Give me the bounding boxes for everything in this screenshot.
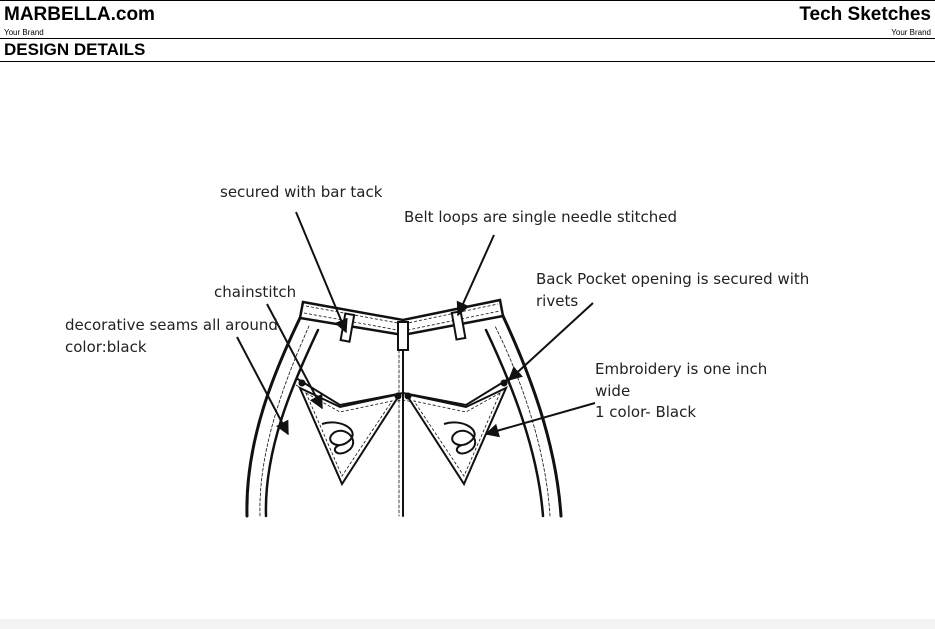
brand-subtitle-left: Your Brand (4, 28, 44, 37)
brand-subtitle-right: Your Brand (891, 28, 931, 37)
callout-back-pocket-line1: Back Pocket opening is secured with (536, 270, 810, 288)
brand-name: MARBELLA.com (4, 4, 155, 25)
section-header (0, 39, 935, 62)
callout-embroidery-line3: 1 color- Black (595, 403, 697, 421)
callout-belt-loops: Belt loops are single needle stitched (404, 208, 678, 226)
jeans-back-sketch (0, 62, 935, 629)
callout-embroidery-line2: wide (595, 382, 631, 400)
callout-embroidery-line1: Embroidery is one inch (595, 360, 768, 378)
callout-back-pocket-line2: rivets (536, 292, 579, 310)
callout-chainstitch: chainstitch (214, 283, 297, 301)
section-title: DESIGN DETAILS (4, 40, 146, 59)
header-bar (0, 0, 935, 39)
callout-seams-line1: decorative seams all around (65, 316, 278, 334)
document-title: Tech Sketches (799, 4, 931, 25)
callout-seams-line2: color:black (65, 338, 147, 356)
page-footer-strip (0, 619, 935, 629)
callout-bar-tack: secured with bar tack (220, 183, 383, 201)
callout-labels (65, 183, 809, 421)
